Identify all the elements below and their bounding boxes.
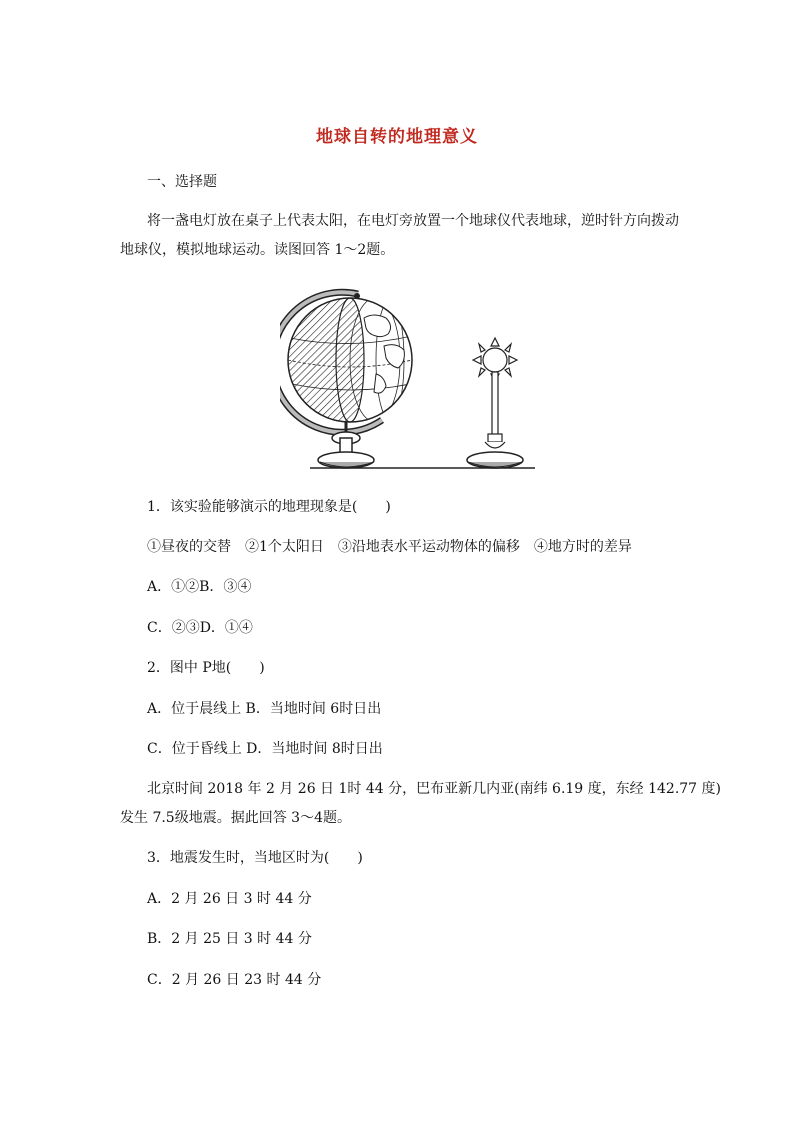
question-2-options-cd: C．位于昏线上 D．当地时间 8时日出	[147, 741, 383, 757]
section-heading: 一、选择题	[147, 174, 217, 190]
globe-lamp-figure	[280, 288, 540, 472]
question-1-options-ab: A．①②B．③④	[147, 579, 252, 595]
question-3-option-c: C．2 月 26 日 23 时 44 分	[147, 972, 322, 988]
page-title: 地球自转的地理意义	[316, 127, 478, 147]
intro2-paragraph-line-2: 发生 7.5级地震。据此回答 3～4题。	[120, 810, 351, 826]
question-1-options-cd: C．②③D．①④	[147, 620, 253, 636]
question-2-stem: 2．图中 P地( )	[147, 660, 265, 676]
question-1-stem: 1．该实验能够演示的地理现象是( )	[147, 499, 391, 515]
intro-paragraph-line-1: 将一盏电灯放在桌子上代表太阳，在电灯旁放置一个地球仪代表地球，逆时针方向拨动	[147, 213, 679, 229]
globe-lamp-illustration	[280, 288, 540, 472]
question-3-option-b: B．2 月 25 日 3 时 44 分	[147, 931, 312, 947]
question-3-stem: 3．地震发生时，当地区时为( )	[147, 850, 363, 866]
question-3-option-a: A．2 月 26 日 3 时 44 分	[147, 891, 312, 907]
intro2-paragraph-line-1: 北京时间 2018 年 2 月 26 日 1时 44 分，巴布亚新几内亚(南纬 6.19 度，东经 142.77 度)	[147, 781, 722, 797]
lamp-pole	[492, 372, 498, 436]
intro-paragraph-line-2: 地球仪，模拟地球运动。读图回答 1～2题。	[120, 242, 395, 258]
question-2-options-ab: A．位于晨线上 B．当地时间 6时日出	[147, 701, 382, 717]
globe-night-side	[288, 298, 364, 422]
question-1-items: ①昼夜的交替 ②1个太阳日 ③沿地表水平运动物体的偏移 ④地方时的差异	[147, 539, 632, 555]
